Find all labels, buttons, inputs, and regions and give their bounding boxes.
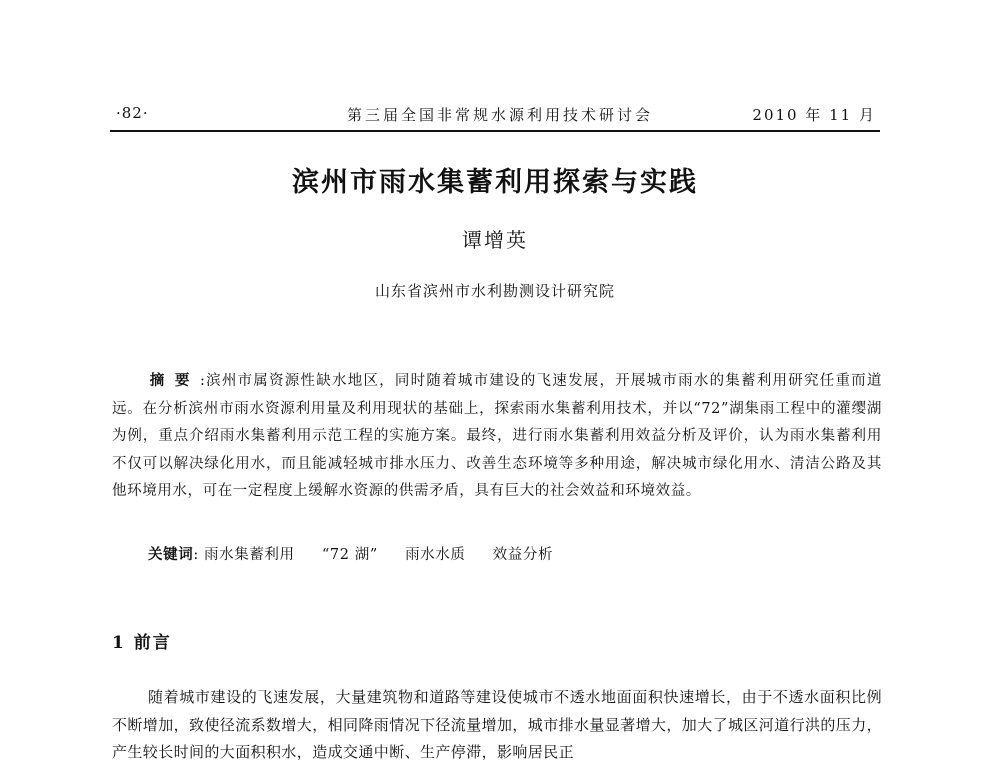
article-title: 滨州市雨水集蓄利用探索与实践 <box>292 167 698 198</box>
abstract-label: 摘要 <box>149 372 200 389</box>
section-paragraph: 随着城市建设的飞速发展，大量建筑物和道路等建设使城市不透水地面面积快速增长，由于不透水面积比例不断增加，致使径流系数增大，相同降雨情况下径流量增加，城市排水量显著增大，加大了城区河道行洪的压力，产生较长时间的大面积积水，造成交通中断、生产停滞，影响居民正 <box>112 688 882 760</box>
issue-date: 2010 年 11 月 <box>752 106 876 124</box>
section-heading: 1 前言 <box>112 633 172 653</box>
keywords <box>148 542 882 568</box>
article-author: 谭增英 <box>462 228 528 252</box>
keyword-item: “72 湖” <box>321 547 378 563</box>
conference-name: 第三届全国非常规水源利用技术研讨会 <box>346 106 653 124</box>
keyword-item: 雨水水质 <box>405 547 466 563</box>
keyword-item: 效益分析 <box>492 547 554 563</box>
abstract <box>112 367 882 506</box>
abstract-separator: : <box>199 373 206 389</box>
keywords-label: 关键词 <box>148 546 194 563</box>
page-number: ·82· <box>116 104 149 122</box>
running-header <box>110 104 880 132</box>
keyword-item: 雨水集蓄利用 <box>204 547 295 563</box>
abstract-text: 滨州市属资源性缺水地区，同时随着城市建设的飞速发展，开展城市雨水的集蓄利用研究任重而道远。在分析滨州市雨水资源利用量及利用现状的基础上，探索雨水集蓄利用技术，并以“72”湖集雨工程中的灌缨湖为例，重点介绍雨水集蓄利用示范工程的实施方案。最终，进行雨水集蓄利用效益分析及评价，认为雨水集蓄利用不仅可以解决绿化用水，而且能减轻城市排水压力、改善生态环境等多种用途，解决城市绿化用水、清洁公路及其他环境用水，可在一定程度上缓解水资源的供需矛盾，具有巨大的社会效益和环境效益。 <box>112 373 883 500</box>
author-affiliation: 山东省滨州市水利勘测设计研究院 <box>374 282 615 300</box>
keywords-separator: : <box>193 547 199 563</box>
